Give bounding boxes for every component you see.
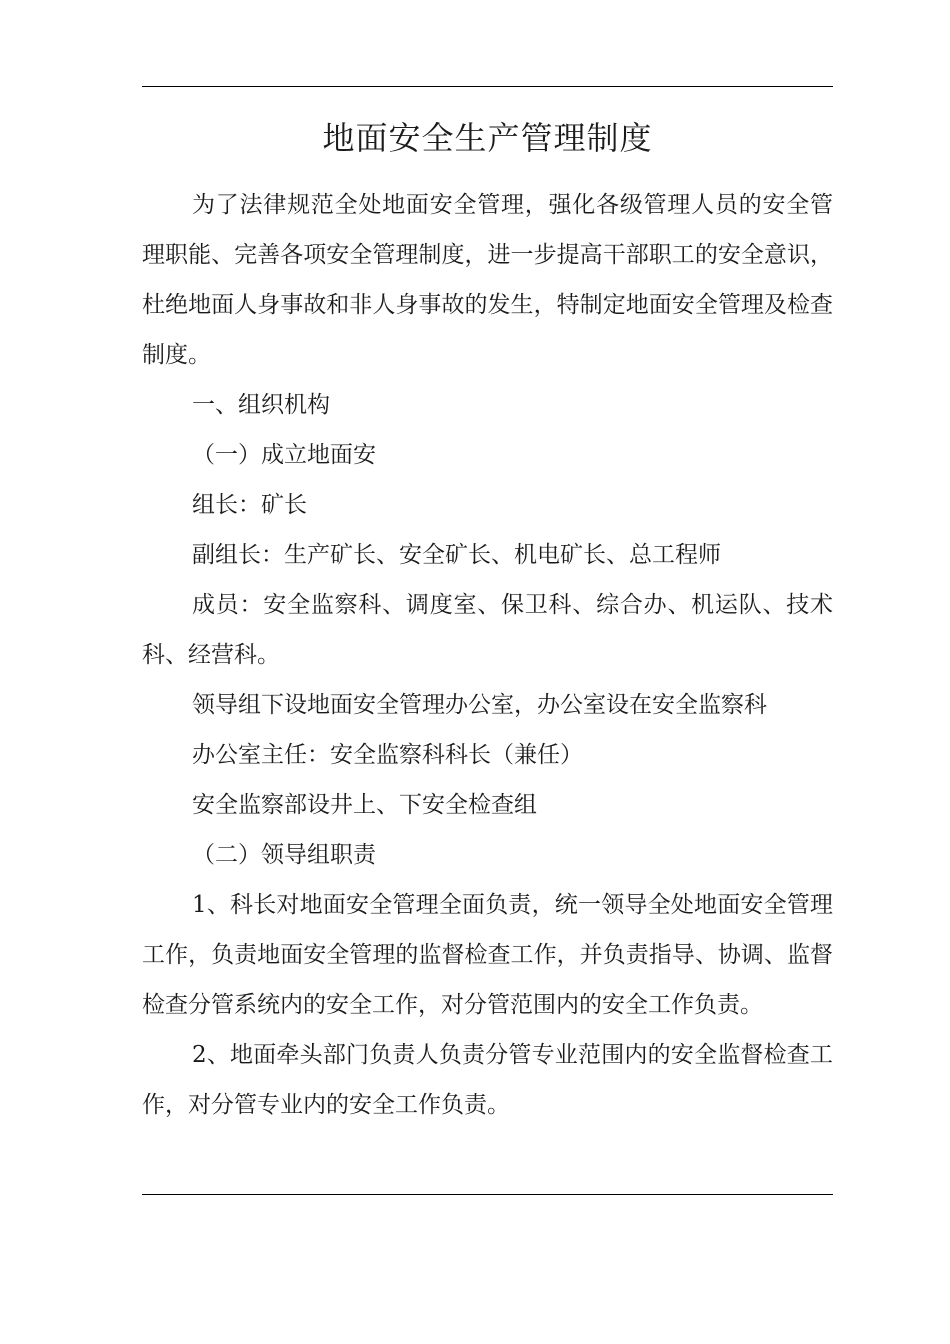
footer-rule xyxy=(142,1194,833,1195)
paragraph-office-director: 办公室主任：安全监察科科长（兼任） xyxy=(192,742,583,768)
paragraph-intro: 为了法律规范全处地面安全管理，强化各级管理人员的安全管理职能、完善各项安全管理制度，进一步提高干部职工的安全意识，杜绝地面人身事故和非人身事故的发生，特制定地面安全管理及检查制度。 xyxy=(142,192,833,368)
paragraph-inspection-groups: 安全监察部设井上、下安全检查组 xyxy=(192,792,537,818)
subsection-heading-1: （一）成立地面安 xyxy=(192,442,376,468)
paragraph-duty-2: 2、地面牵头部门负责人负责分管专业范围内的安全监督检查工作，对分管专业内的安全工作负责。 xyxy=(142,1042,833,1118)
paragraph-office: 领导组下设地面安全管理办公室，办公室设在安全监察科 xyxy=(192,692,767,718)
paragraph-leader: 组长：矿长 xyxy=(192,492,307,518)
paragraph-duty-1: 1、科长对地面安全管理全面负责，统一领导全处地面安全管理工作，负责地面安全管理的监督检查工作，并负责指导、协调、监督检查分管系统内的安全工作，对分管范围内的安全工作负责。 xyxy=(142,892,833,1018)
subsection-heading-2: （二）领导组职责 xyxy=(192,842,376,868)
document-title: 地面安全生产管理制度 xyxy=(322,119,653,157)
document-body xyxy=(142,180,833,1130)
paragraph-deputy-leaders: 副组长：生产矿长、安全矿长、机电矿长、总工程师 xyxy=(192,542,721,568)
paragraph-members: 成员：安全监察科、调度室、保卫科、综合办、机运队、技术科、经营科。 xyxy=(142,592,833,668)
header-rule xyxy=(142,86,833,87)
section-heading-organization: 一、组织机构 xyxy=(192,392,330,418)
